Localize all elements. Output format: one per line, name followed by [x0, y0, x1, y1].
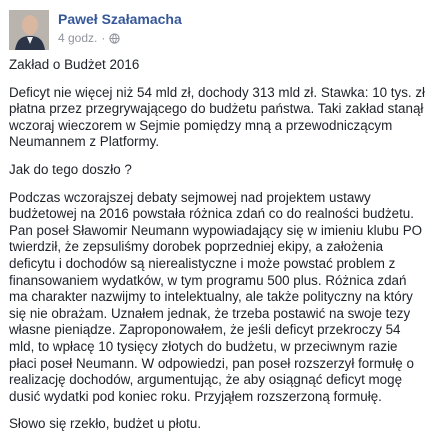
post-title: Zakład o Budżet 2016: [9, 57, 140, 72]
author-name[interactable]: Paweł Szałamacha: [58, 11, 182, 27]
post-meta: [58, 31, 120, 45]
profile-photo-icon: [9, 10, 49, 50]
post-paragraph: Jak do tego doszło ?: [9, 161, 132, 177]
meta-separator: ·: [101, 31, 106, 45]
post-paragraph: Deficyt nie więcej niż 54 mld zł, dochody 313 mld zł. Stawka: 10 tys. zł płatna przez przegrywającego do budżetu państwa. Taki zakład stanął wczoraj wieczorem w Sejmie pomiędzy mną a przewodniczącym Neumannem z Platformy.: [9, 84, 426, 150]
post-body: [9, 57, 427, 444]
post-paragraph: Słowo się rzekło, budżet u płotu.: [9, 416, 202, 432]
post-paragraph: Podczas wczorajszej debaty sejmowej nad projektem ustawy budżetowej na 2016 powstała różnica zdań co do realności budżetu. Pan poseł Sławomir Neumann wypowiadający się w imieniu klubu PO twierdził, że zepsuliśmy dorobek poprzedniej ekipy, a założenia deficytu i dochodów są nierealistyczne i może powstać problem z finansowaniem wydatków, w tym programu 500 plus. Różnica zdań ma charakter nazwijmy to intelektualny, ale także polityczny na który się nie obrażam. Uznałem jednak, że trzeba postawić na swoje tezy własne pieniądze. Zaproponowałem, że jeśli deficyt przekroczy 54 mld, to wpłacę 10 tysięcy złotych do budżetu, w przeciwnym razie płaci poseł Neumann. W odpowiedzi, pan poseł rozszerzył formułę o realizację dochodów, argumentując, że aby osiągnąć deficyt mogę dusić wydatki pod koniec roku. Przyjąłem rozszerzoną formułę.: [9, 189, 423, 404]
author-avatar[interactable]: [9, 10, 49, 50]
post-timestamp[interactable]: 4 godz.: [58, 31, 98, 45]
globe-icon[interactable]: [109, 33, 120, 44]
